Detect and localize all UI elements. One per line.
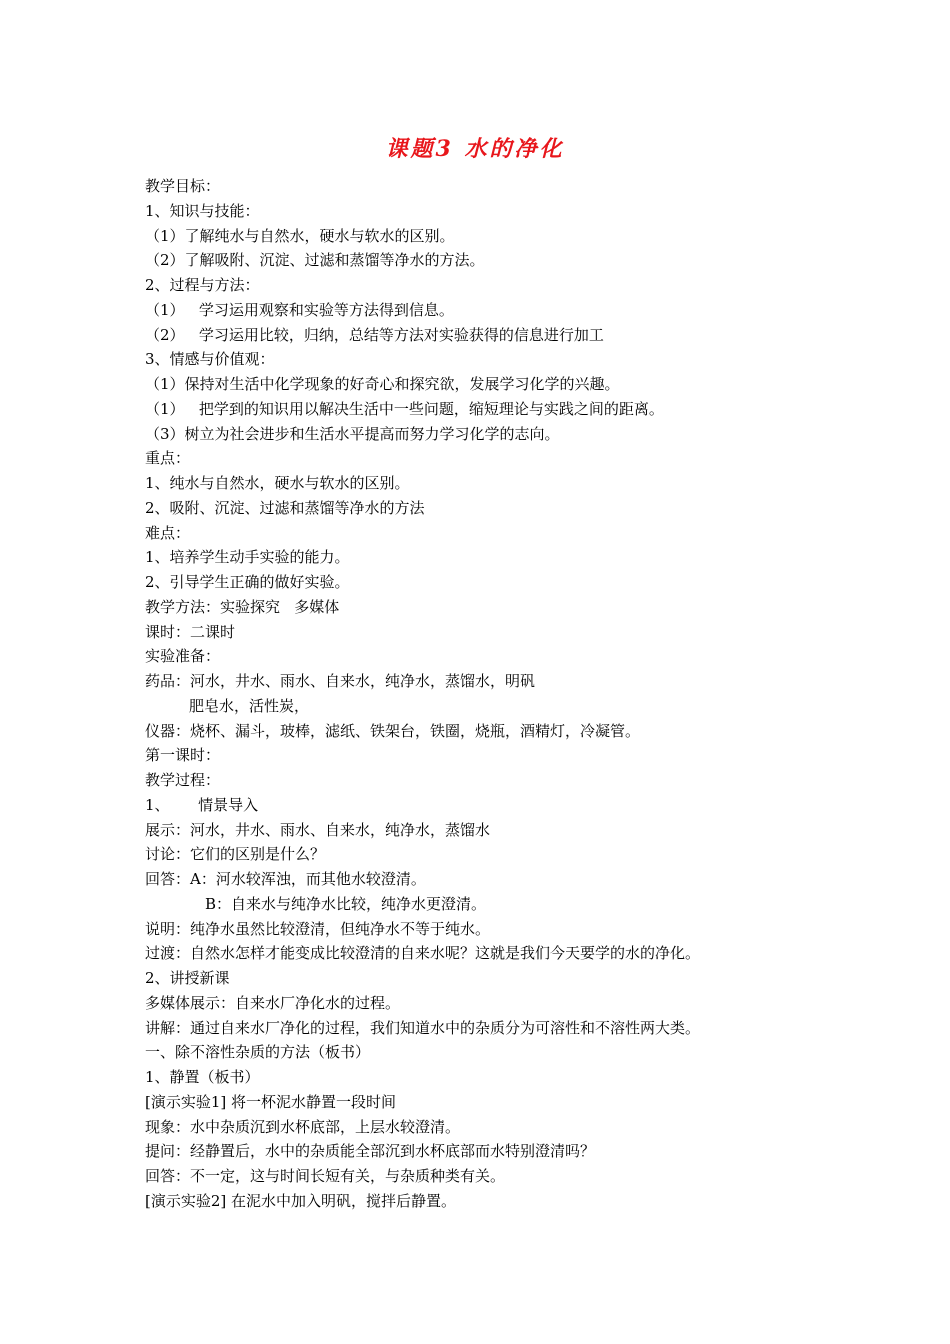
document-body (145, 174, 925, 1214)
text-line: 难点： (145, 523, 191, 542)
text-line: 回答：A：河水较浑浊，而其他水较澄清。 (145, 870, 426, 888)
text-line: 肥皂水，活性炭， (189, 696, 310, 715)
text-line: [演示实验1] 将一杯泥水静置一段时间 (145, 1092, 397, 1111)
text-line: 教学目标： (145, 177, 221, 195)
text-line: 1、纯水与自然水，硬水与软水的区别。 (145, 474, 410, 492)
text-line: 2、过程与方法： (145, 276, 260, 294)
text-line: （1） 学习运用观察和实验等方法得到信息。 (145, 300, 454, 319)
document-title: 课题3 水的净化 (385, 136, 565, 162)
text-line: 2、引导学生正确的做好实验。 (145, 573, 350, 591)
text-line: [演示实验2] 在泥水中加入明矾，搅拌后静置。 (145, 1191, 457, 1210)
text-line: 现象：水中杂质沉到水杯底部，上层水较澄清。 (145, 1117, 461, 1136)
text-line: B：自来水与纯净水比较，纯净水更澄清。 (205, 894, 487, 913)
text-line: 回答：不一定，这与时间长短有关，与杂质种类有关。 (145, 1167, 506, 1185)
text-line: 1、知识与技能： (145, 201, 260, 220)
text-line: 讨论：它们的区别是什么？ (145, 845, 326, 864)
text-line: 1、培养学生动手实验的能力。 (145, 548, 350, 567)
text-line: 展示：河水，井水、雨水、自来水，纯净水，蒸馏水 (145, 820, 491, 839)
text-line: 提问：经静置后，水中的杂质能全部沉到水杯底部而水特别澄清吗？ (145, 1142, 596, 1161)
text-line: 2、讲授新课 (145, 969, 230, 987)
text-line: （1）了解纯水与自然水，硬水与软水的区别。 (145, 226, 455, 245)
text-line: 讲解：通过自来水厂净化的过程，我们知道水中的杂质分为可溶性和不溶性两大类。 (145, 1018, 701, 1037)
text-line: 第一课时： (145, 746, 221, 765)
text-line: 1、 情景导入 (145, 795, 259, 814)
text-line: 多媒体展示：自来水厂净化水的过程。 (145, 993, 401, 1012)
text-line: 1、静置（板书） (145, 1068, 260, 1086)
text-line: 过渡：自然水怎样才能变成比较澄清的自来水呢？这就是我们今天要学的水的净化。 (145, 944, 701, 963)
text-line: 说明：纯净水虽然比较澄清，但纯净水不等于纯水。 (145, 919, 491, 938)
text-line: 药品：河水，井水、雨水、自来水，纯净水，蒸馏水，明矾 (145, 672, 536, 690)
text-line: （2） 学习运用比较，归纳，总结等方法对实验获得的信息进行加工 (145, 325, 604, 344)
text-line: （1）保持对生活中化学现象的好奇心和探究欲，发展学习化学的兴趣。 (145, 375, 620, 393)
text-line: 课时：二课时 (145, 622, 236, 641)
text-line: 重点： (145, 449, 191, 468)
text-line: 2、吸附、沉淀、过滤和蒸馏等净水的方法 (145, 498, 425, 517)
text-line: 教学方法：实验探究 多媒体 (145, 597, 340, 616)
text-line: （2）了解吸附、沉淀、过滤和蒸馏等净水的方法。 (145, 251, 485, 270)
text-line: 一、除不溶性杂质的方法（板书） (145, 1043, 371, 1062)
text-line: 仪器：烧杯、漏斗，玻棒，滤纸、铁架台，铁圈，烧瓶，酒精灯，冷凝管。 (145, 721, 641, 740)
text-line: （3）树立为社会进步和生活水平提高而努力学习化学的志向。 (145, 424, 560, 443)
text-line: 实验准备： (145, 647, 221, 666)
text-line: （1） 把学到的知识用以解决生活中一些问题，缩短理论与实践之间的距离。 (145, 399, 664, 418)
text-line: 3、情感与价值观： (145, 350, 275, 369)
text-line: 教学过程： (145, 771, 221, 789)
